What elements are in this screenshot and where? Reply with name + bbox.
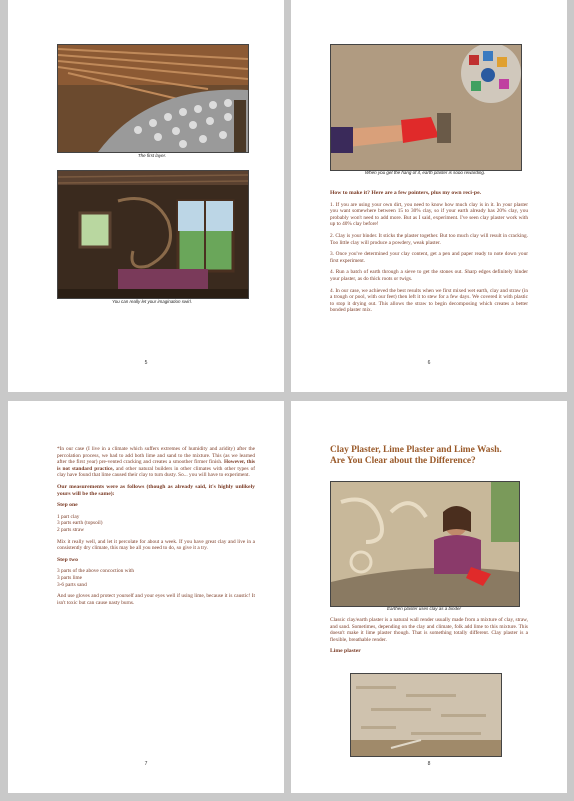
paragraph: 3. Once you've determined your clay content, get a pen and paper ready to note down your first experiment. [330, 251, 528, 264]
page-8 [291, 401, 567, 793]
photo-plastering-hand [330, 44, 522, 171]
photo-swirl-room [57, 170, 249, 299]
photo-first-layer [57, 44, 249, 153]
step-one-list [57, 514, 255, 534]
list-item: 2 parts straw [57, 526, 85, 533]
page-7 [8, 401, 284, 793]
title-line-1: Clay Plaster, Lime Plaster and Lime Wash. [330, 445, 502, 455]
step-two-heading: Step two [57, 556, 79, 563]
caption-rewarding: When you get the hang of it, earth plaster is sooo rewarding. [364, 170, 486, 175]
page-title [330, 445, 535, 467]
intro-paragraph [57, 446, 255, 479]
step-two-text: And use gloves and protect yourself and your eyes well if using lime, because it is caustic! It isn't toxic but can cause nasty burns. [57, 593, 255, 606]
intro-text-b: and other natural builders in other climates with other types of clay have found that lime caused their clay to turn dusty. So... you will have to experiment. [57, 465, 255, 479]
list-item: 3-6 parts sand [57, 581, 87, 588]
page-number: 7 [144, 761, 148, 767]
title-line-2: Are You Clear about the Difference? [330, 456, 476, 466]
page-number: 8 [427, 761, 431, 767]
list-item: 3 parts of the above concoction with [57, 568, 135, 575]
caption-imagination: You can really let your imagination swirl. [111, 299, 193, 304]
page-6 [291, 0, 567, 392]
caption-first-layer: The first layer. [137, 153, 167, 158]
paragraph: 4. In our case, we achieved the best results when we first mixed wet earth, clay and straw (in a trough or pool, with our feet) then left it to stew for a few days. We covered it with plastic to stop it drying out. This allows the straw to begin decomposing which creates a better bonded plaster mix. [330, 287, 528, 314]
difference-section [330, 617, 528, 660]
page-5 [8, 0, 284, 392]
photo-lime-plaster [350, 673, 502, 757]
list-item: 1 part clay [57, 513, 80, 520]
recipe-section [330, 190, 528, 319]
recipe-heading: How to make it? Here are a few pointers, plus my own reci-pe. [330, 190, 482, 196]
step-one-heading: Step one [57, 502, 78, 509]
step-one-text: Mix it really well, and let it percolate for about a week. If you have great clay and live in a consistently dry climate, this may be all you need to do, so give it a try. [57, 538, 255, 552]
measurements-section [57, 446, 255, 611]
paragraph: Classic clay/earth plaster is a natural wall render usually made from a mixture of clay, straw, and sand. Sometimes, depending on the clay and climate, folk add lime to this mixture. This doesn't make it lime plaster though. That is something totally different. Clay plaster is a flexible, breathable render. [330, 617, 528, 643]
page-number: 6 [427, 360, 431, 366]
list-item: 3 parts lime [57, 574, 83, 581]
caption-earthen-plaster: Earthen plaster uses clay as a binder [386, 606, 462, 611]
measurements-heading: Our measurements were as follows (though as already said, it's highly unlikely yours will be the same): [57, 483, 255, 497]
paragraph: 4. Run a batch of earth through a sieve to get the stones out. Sharp edges definitely hinder your plaster, as do thick roots or twigs. [330, 269, 528, 282]
page-number: 5 [144, 360, 148, 366]
lime-plaster-heading: Lime plaster [330, 648, 361, 655]
intro-bold: However, this is not standard practice, [57, 459, 255, 472]
step-two-list [57, 568, 255, 588]
paragraph: 2. Clay is your binder. It sticks the plaster together. But too much clay will result in cracking. Too little clay will produce a powdery, weak plaster. [330, 232, 528, 246]
intro-text-a: *In our case (I live in a climate which suffers extremes of humidity and aridity) after the percolation process, we had to add both lime and sand to the mixture. This (as we learned after the first year) pre-vented cracking and creates a smoother firmer finish. [57, 446, 255, 466]
paragraph: 1. If you are using your own dirt, you need to know how much clay is in it. In your plaster you want somewhere between 15 to 30% clay, so if your earth already has 20% clay, you probably won't need to add more. But as I said, experiment. I've seen clay plaster work with up to 40% clay before! [330, 201, 528, 228]
photo-earthen-plaster [330, 481, 520, 607]
list-item: 3 parts earth (topsoil) [57, 520, 103, 527]
